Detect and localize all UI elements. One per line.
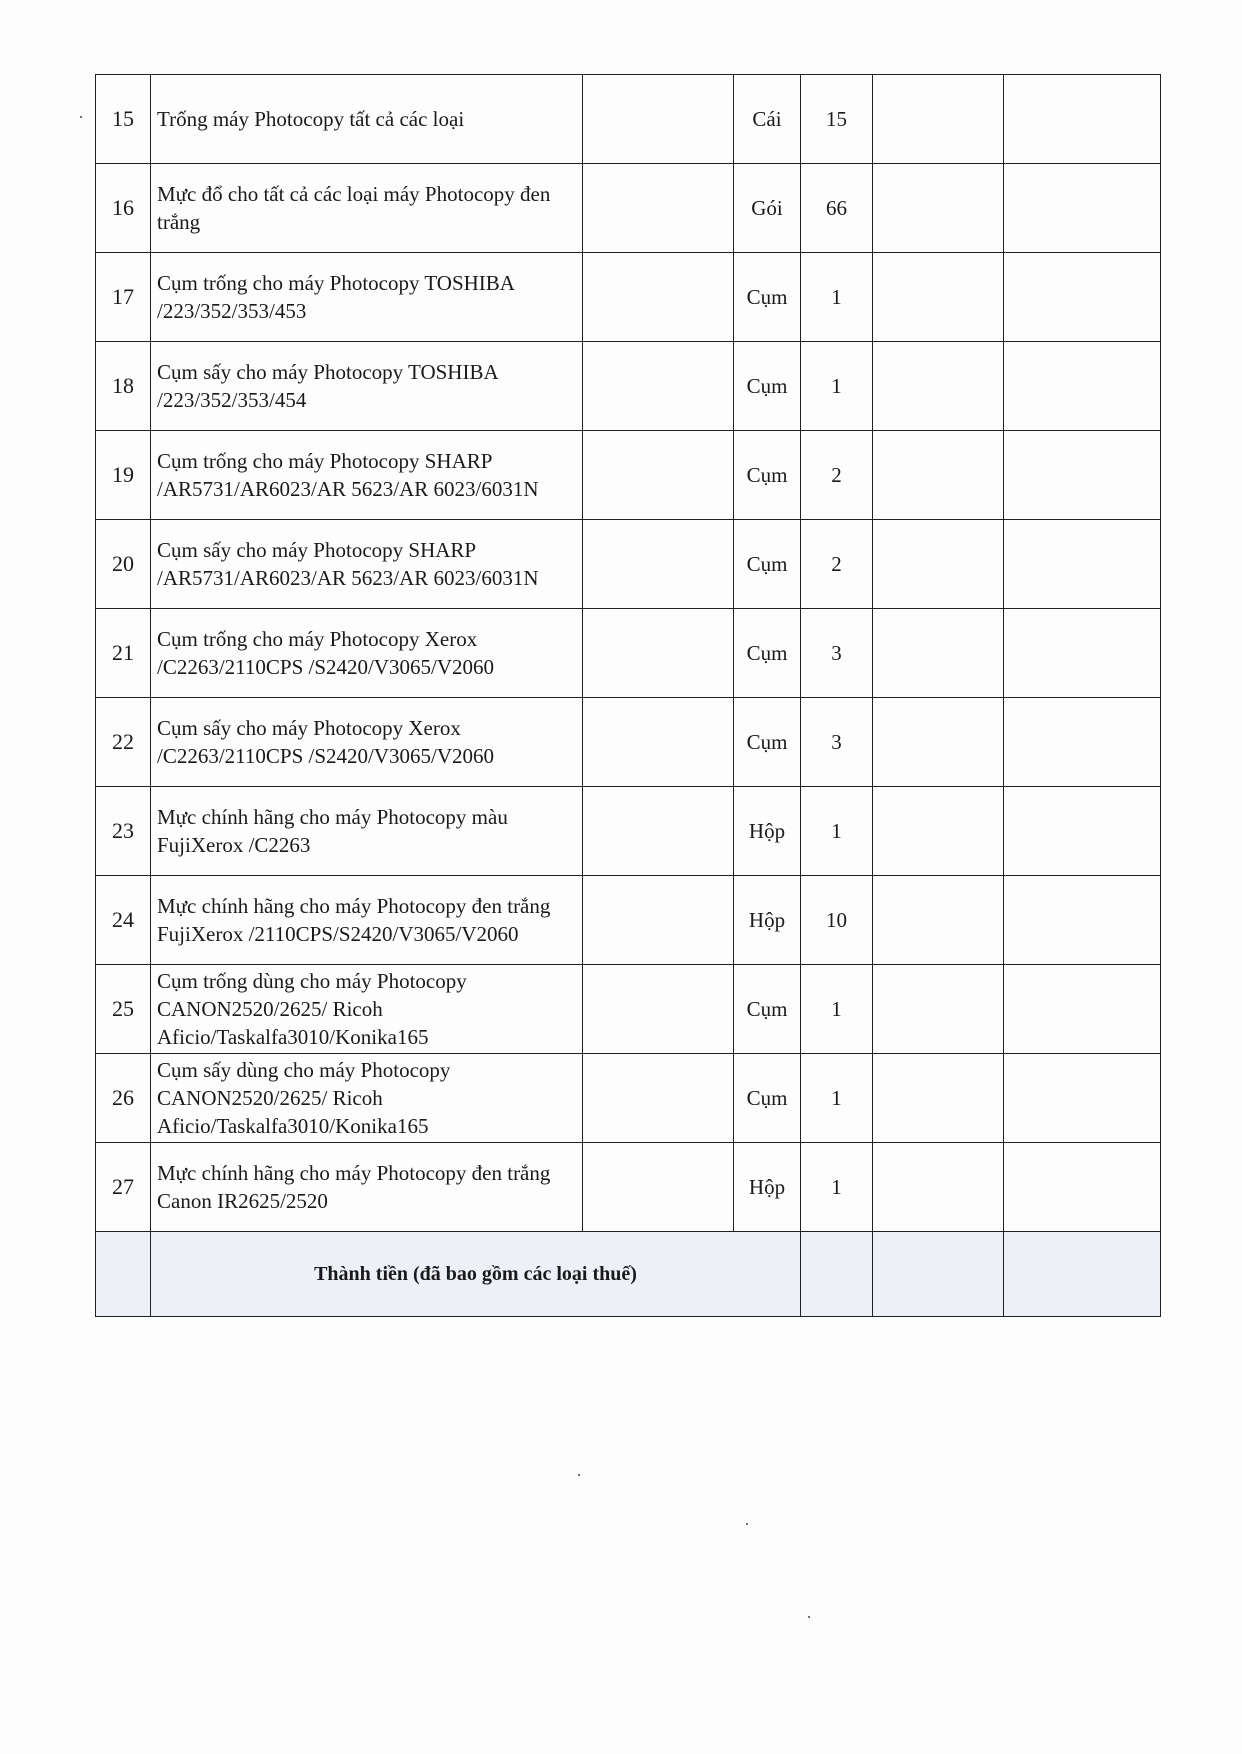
table-row — [96, 1143, 1161, 1232]
total-unit-price-cell — [873, 1232, 1004, 1317]
item-name: Cụm sấy cho máy Photocopy SHARP /AR5731/AR6023/AR 5623/AR 6023/6031N — [151, 520, 583, 609]
spec-cell — [583, 1054, 734, 1143]
unit-cell: Cụm — [734, 609, 801, 698]
unit-price-cell — [873, 342, 1004, 431]
spec-cell — [583, 1143, 734, 1232]
table-row — [96, 431, 1161, 520]
unit-price-cell — [873, 876, 1004, 965]
item-name: Cụm trống cho máy Photocopy SHARP /AR5731/AR6023/AR 5623/AR 6023/6031N — [151, 431, 583, 520]
quantity-cell: 3 — [801, 698, 873, 787]
unit-cell: Cụm — [734, 342, 801, 431]
row-number: 17 — [96, 253, 151, 342]
amount-cell — [1004, 609, 1161, 698]
amount-cell — [1004, 342, 1161, 431]
table-row — [96, 1054, 1161, 1143]
spec-cell — [583, 787, 734, 876]
scan-speck — [808, 1616, 810, 1618]
item-name: Mực chính hãng cho máy Photocopy màu FujiXerox /C2263 — [151, 787, 583, 876]
quantity-cell: 1 — [801, 253, 873, 342]
unit-cell: Gói — [734, 164, 801, 253]
unit-cell: Hộp — [734, 787, 801, 876]
unit-price-cell — [873, 253, 1004, 342]
unit-price-cell — [873, 609, 1004, 698]
unit-cell: Cụm — [734, 1054, 801, 1143]
items-table — [95, 74, 1161, 1317]
quantity-cell: 2 — [801, 431, 873, 520]
item-name: Cụm sấy cho máy Photocopy Xerox /C2263/2110CPS /S2420/V3065/V2060 — [151, 698, 583, 787]
amount-cell — [1004, 520, 1161, 609]
unit-price-cell — [873, 698, 1004, 787]
item-name: Mực chính hãng cho máy Photocopy đen trắng Canon IR2625/2520 — [151, 1143, 583, 1232]
spec-cell — [583, 253, 734, 342]
amount-cell — [1004, 75, 1161, 164]
unit-price-cell — [873, 520, 1004, 609]
spec-cell — [583, 609, 734, 698]
row-number: 26 — [96, 1054, 151, 1143]
quantity-cell: 66 — [801, 164, 873, 253]
unit-price-cell — [873, 164, 1004, 253]
amount-cell — [1004, 1143, 1161, 1232]
quantity-cell: 1 — [801, 965, 873, 1054]
spec-cell — [583, 876, 734, 965]
quantity-cell: 3 — [801, 609, 873, 698]
scan-speck — [746, 1523, 748, 1525]
item-name: Mực đổ cho tất cả các loại máy Photocopy đen trắng — [151, 164, 583, 253]
unit-price-cell — [873, 787, 1004, 876]
item-name: Cụm trống cho máy Photocopy Xerox /C2263/2110CPS /S2420/V3065/V2060 — [151, 609, 583, 698]
row-number: 25 — [96, 965, 151, 1054]
item-name: Mực chính hãng cho máy Photocopy đen trắng FujiXerox /2110CPS/S2420/V3065/V2060 — [151, 876, 583, 965]
unit-cell: Hộp — [734, 1143, 801, 1232]
unit-cell: Cụm — [734, 965, 801, 1054]
row-number: 27 — [96, 1143, 151, 1232]
spec-cell — [583, 698, 734, 787]
item-name: Trống máy Photocopy tất cả các loại — [151, 75, 583, 164]
unit-price-cell — [873, 965, 1004, 1054]
spec-cell — [583, 520, 734, 609]
item-name: Cụm trống cho máy Photocopy TOSHIBA /223/352/353/453 — [151, 253, 583, 342]
amount-cell — [1004, 1054, 1161, 1143]
unit-price-cell — [873, 75, 1004, 164]
item-name: Cụm sấy cho máy Photocopy TOSHIBA /223/352/353/454 — [151, 342, 583, 431]
unit-cell: Cụm — [734, 253, 801, 342]
table-row — [96, 75, 1161, 164]
quantity-cell: 15 — [801, 75, 873, 164]
scan-speck — [80, 116, 82, 118]
table-row — [96, 520, 1161, 609]
amount-cell — [1004, 876, 1161, 965]
spec-cell — [583, 965, 734, 1054]
table-row — [96, 164, 1161, 253]
row-number: 21 — [96, 609, 151, 698]
unit-cell: Hộp — [734, 876, 801, 965]
spec-cell — [583, 431, 734, 520]
table-row — [96, 698, 1161, 787]
table-row — [96, 965, 1161, 1054]
spec-cell — [583, 342, 734, 431]
amount-cell — [1004, 164, 1161, 253]
table-row — [96, 609, 1161, 698]
row-number: 23 — [96, 787, 151, 876]
unit-price-cell — [873, 1054, 1004, 1143]
amount-cell — [1004, 253, 1161, 342]
amount-cell — [1004, 965, 1161, 1054]
unit-cell: Cái — [734, 75, 801, 164]
row-number: 20 — [96, 520, 151, 609]
table-row — [96, 787, 1161, 876]
quantity-cell: 2 — [801, 520, 873, 609]
quantity-cell: 10 — [801, 876, 873, 965]
unit-cell: Cụm — [734, 698, 801, 787]
unit-cell: Cụm — [734, 520, 801, 609]
table-row — [96, 342, 1161, 431]
row-number: 19 — [96, 431, 151, 520]
spec-cell — [583, 164, 734, 253]
spec-cell — [583, 75, 734, 164]
row-number: 15 — [96, 75, 151, 164]
unit-price-cell — [873, 431, 1004, 520]
row-number: 18 — [96, 342, 151, 431]
quantity-cell: 1 — [801, 787, 873, 876]
quantity-cell: 1 — [801, 1054, 873, 1143]
row-number: 24 — [96, 876, 151, 965]
row-number: 22 — [96, 698, 151, 787]
total-amount-cell — [1004, 1232, 1161, 1317]
quantity-cell: 1 — [801, 342, 873, 431]
row-number: 16 — [96, 164, 151, 253]
table-row — [96, 876, 1161, 965]
unit-cell: Cụm — [734, 431, 801, 520]
total-row — [96, 1232, 1161, 1317]
item-name: Cụm sấy dùng cho máy Photocopy CANON2520/2625/ Ricoh Aficio/Taskalfa3010/Konika165 — [151, 1054, 583, 1143]
item-name: Cụm trống dùng cho máy Photocopy CANON2520/2625/ Ricoh Aficio/Taskalfa3010/Konika165 — [151, 965, 583, 1054]
total-blank-cell — [96, 1232, 151, 1317]
total-label: Thành tiền (đã bao gồm các loại thuế) — [151, 1232, 801, 1317]
total-quantity-cell — [801, 1232, 873, 1317]
unit-price-cell — [873, 1143, 1004, 1232]
table-row — [96, 253, 1161, 342]
amount-cell — [1004, 431, 1161, 520]
amount-cell — [1004, 698, 1161, 787]
amount-cell — [1004, 787, 1161, 876]
quantity-cell: 1 — [801, 1143, 873, 1232]
scan-speck — [578, 1474, 580, 1476]
